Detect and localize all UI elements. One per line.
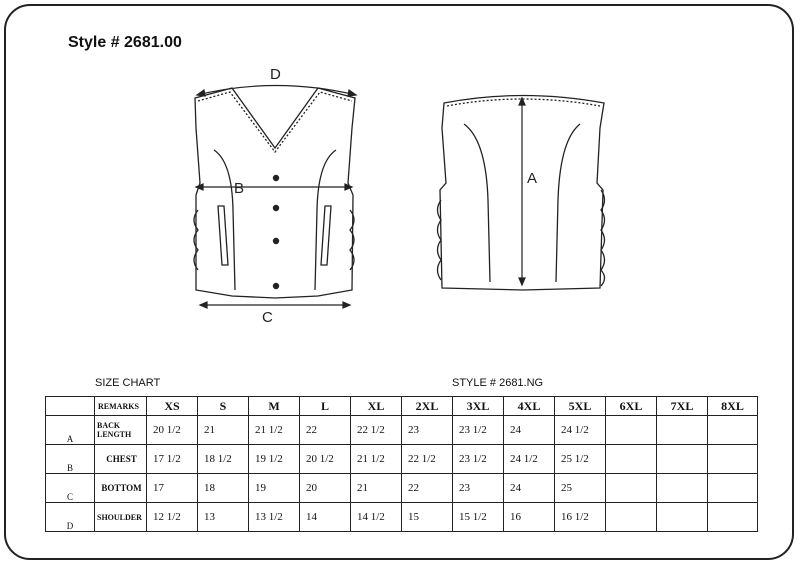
table-cell: [657, 474, 708, 503]
table-cell: 20 1/2: [300, 445, 351, 474]
size-table: [45, 396, 758, 532]
size-header: 3XL: [453, 397, 504, 416]
table-cell: 24: [504, 474, 555, 503]
table-row: [46, 416, 758, 445]
table-cell: 21: [351, 474, 402, 503]
size-header: 8XL: [708, 397, 758, 416]
size-header: M: [249, 397, 300, 416]
table-cell: 25: [555, 474, 606, 503]
table-cell: 24: [504, 416, 555, 445]
row-letter: C: [46, 474, 95, 503]
table-cell: [606, 474, 657, 503]
measure-letters: [234, 66, 537, 326]
table-cell: 23 1/2: [453, 416, 504, 445]
table-cell: 16 1/2: [555, 503, 606, 532]
size-header: S: [198, 397, 249, 416]
table-cell: 23: [453, 474, 504, 503]
table-cell: [708, 503, 758, 532]
table-row: [46, 474, 758, 503]
remarks-header: REMARKS: [95, 397, 147, 416]
size-header: XL: [351, 397, 402, 416]
size-chart-label: SIZE CHART: [95, 377, 161, 389]
vest-front: [194, 88, 355, 298]
table-cell: [606, 416, 657, 445]
table-cell: [708, 416, 758, 445]
table-cell: 13: [198, 503, 249, 532]
table-cell: [657, 416, 708, 445]
table-row: [46, 445, 758, 474]
vest-back: [438, 96, 605, 291]
row-name: CHEST: [95, 445, 147, 474]
table-cell: [606, 503, 657, 532]
vest-buttons: [273, 175, 279, 289]
measure-lines: [196, 86, 525, 309]
label-d: D: [270, 66, 281, 83]
corner-cell: [46, 397, 95, 416]
size-header: 7XL: [657, 397, 708, 416]
row-name: SHOULDER: [95, 503, 147, 532]
table-cell: 23 1/2: [453, 445, 504, 474]
table-cell: [708, 445, 758, 474]
table-cell: [606, 445, 657, 474]
table-cell: 21 1/2: [351, 445, 402, 474]
row-letter: A: [46, 416, 95, 445]
table-cell: 20 1/2: [147, 416, 198, 445]
size-header: 2XL: [402, 397, 453, 416]
table-cell: 20: [300, 474, 351, 503]
table-cell: 22 1/2: [402, 445, 453, 474]
style-title: Style # 2681.00: [68, 34, 182, 51]
table-cell: 18 1/2: [198, 445, 249, 474]
table-cell: 23: [402, 416, 453, 445]
table-cell: [708, 474, 758, 503]
table-cell: 18: [198, 474, 249, 503]
table-cell: 15: [402, 503, 453, 532]
row-letter: D: [46, 503, 95, 532]
table-cell: 12 1/2: [147, 503, 198, 532]
label-a: A: [527, 170, 538, 187]
table-cell: [657, 503, 708, 532]
table-cell: 14 1/2: [351, 503, 402, 532]
table-cell: 19 1/2: [249, 445, 300, 474]
label-b: B: [234, 180, 245, 197]
table-cell: 17 1/2: [147, 445, 198, 474]
table-cell: [657, 445, 708, 474]
table-cell: 17: [147, 474, 198, 503]
measure-d: [197, 86, 356, 96]
row-letter: B: [46, 445, 95, 474]
table-cell: 14: [300, 503, 351, 532]
table-cell: 19: [249, 474, 300, 503]
style-ng-label: STYLE # 2681.NG: [452, 377, 544, 389]
table-header-row: [46, 397, 758, 416]
table-cell: 21: [198, 416, 249, 445]
table-cell: 15 1/2: [453, 503, 504, 532]
table-cell: 22 1/2: [351, 416, 402, 445]
table-cell: 24 1/2: [555, 416, 606, 445]
size-header: L: [300, 397, 351, 416]
size-header: 4XL: [504, 397, 555, 416]
table-cell: 22: [402, 474, 453, 503]
table-row: [46, 503, 758, 532]
label-c: C: [262, 309, 273, 326]
size-header: 5XL: [555, 397, 606, 416]
table-cell: 16: [504, 503, 555, 532]
table-cell: 21 1/2: [249, 416, 300, 445]
size-header: XS: [147, 397, 198, 416]
table-cell: 24 1/2: [504, 445, 555, 474]
table-cell: 25 1/2: [555, 445, 606, 474]
row-name: BACK LENGTH: [95, 416, 147, 445]
table-cell: 22: [300, 416, 351, 445]
table-cell: 13 1/2: [249, 503, 300, 532]
row-name: BOTTOM: [95, 474, 147, 503]
size-header: 6XL: [606, 397, 657, 416]
